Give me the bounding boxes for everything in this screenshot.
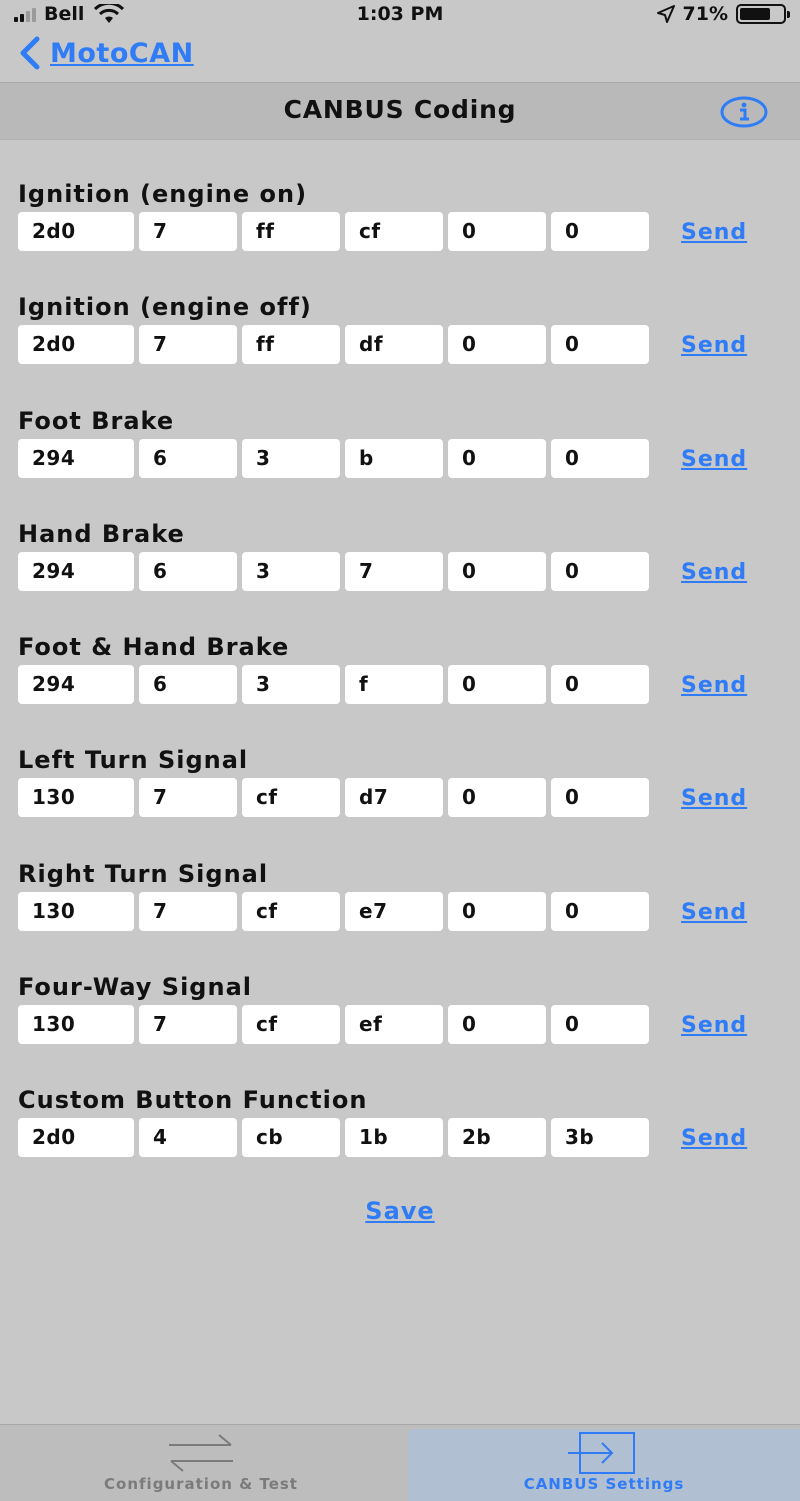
tab-configuration-test[interactable] <box>0 1429 402 1501</box>
can-id-field[interactable]: 130 <box>18 778 134 817</box>
code-row <box>0 405 800 518</box>
code-row-label: Right Turn Signal <box>18 859 269 888</box>
send-button[interactable]: Send <box>681 673 748 699</box>
code-fields <box>18 892 649 931</box>
status-bar <box>0 0 800 28</box>
send-button[interactable]: Send <box>681 446 748 472</box>
send-button[interactable]: Send <box>681 559 748 585</box>
byte-field[interactable]: cb <box>242 1118 340 1157</box>
byte-field[interactable]: 0 <box>551 439 649 478</box>
code-fields <box>18 552 649 591</box>
byte-field[interactable]: f <box>345 665 443 704</box>
status-time: 1:03 PM <box>356 3 444 25</box>
location-arrow-icon <box>657 5 675 23</box>
carrier-name: Bell <box>44 3 85 25</box>
byte-field[interactable]: e7 <box>345 892 443 931</box>
byte-field[interactable]: 4 <box>139 1118 237 1157</box>
tab-label: Configuration & Test <box>104 1475 298 1493</box>
send-button[interactable]: Send <box>681 899 748 925</box>
can-id-field[interactable]: 2d0 <box>18 325 134 364</box>
send-button[interactable]: Send <box>681 1126 748 1152</box>
title-bar <box>0 82 800 140</box>
save-button[interactable]: Save <box>365 1197 435 1225</box>
byte-field[interactable]: 0 <box>551 778 649 817</box>
code-row-label: Left Turn Signal <box>18 746 249 775</box>
code-row <box>0 631 800 744</box>
byte-field[interactable]: b <box>345 439 443 478</box>
navigation-bar <box>0 28 800 82</box>
byte-field[interactable]: 0 <box>551 212 649 251</box>
status-right <box>657 3 786 25</box>
code-fields <box>18 212 649 251</box>
back-button[interactable] <box>18 36 194 70</box>
byte-field[interactable]: 0 <box>448 1005 546 1044</box>
code-row-label: Foot & Hand Brake <box>18 633 290 662</box>
byte-field[interactable]: 3b <box>551 1118 649 1157</box>
byte-field[interactable]: 0 <box>448 212 546 251</box>
byte-field[interactable]: 2b <box>448 1118 546 1157</box>
code-fields <box>18 1118 649 1157</box>
code-row <box>0 858 800 971</box>
byte-field[interactable]: cf <box>242 1005 340 1044</box>
byte-field[interactable]: 0 <box>448 439 546 478</box>
can-id-field[interactable]: 294 <box>18 552 134 591</box>
byte-field[interactable]: 0 <box>448 892 546 931</box>
tab-bar <box>0 1424 800 1501</box>
byte-field[interactable]: 0 <box>551 665 649 704</box>
byte-field[interactable]: 0 <box>448 665 546 704</box>
byte-field[interactable]: 0 <box>551 1005 649 1044</box>
byte-field[interactable]: 0 <box>551 892 649 931</box>
battery-percent: 71% <box>682 3 728 25</box>
code-fields <box>18 665 649 704</box>
byte-field[interactable]: 3 <box>242 552 340 591</box>
byte-field[interactable]: d7 <box>345 778 443 817</box>
byte-field[interactable]: ff <box>242 212 340 251</box>
send-button[interactable]: Send <box>681 220 748 245</box>
enter-box-icon <box>566 1431 638 1475</box>
byte-field[interactable]: 0 <box>448 325 546 364</box>
back-button-label: MotoCAN <box>50 37 194 69</box>
swap-arrows-icon <box>165 1431 237 1475</box>
can-id-field[interactable]: 2d0 <box>18 1118 134 1157</box>
code-row-label: Custom Button Function <box>18 1086 368 1115</box>
page-title: CANBUS Coding <box>283 95 517 124</box>
byte-field[interactable]: df <box>345 325 443 364</box>
code-row-label: Foot Brake <box>18 406 175 435</box>
byte-field[interactable]: 0 <box>448 552 546 591</box>
code-row-label: Hand Brake <box>18 519 185 548</box>
send-button[interactable]: Send <box>681 786 748 812</box>
byte-field[interactable]: 0 <box>551 325 649 364</box>
code-fields <box>18 325 649 364</box>
can-id-field[interactable]: 130 <box>18 1005 134 1044</box>
code-row <box>0 291 800 404</box>
byte-field[interactable]: 7 <box>345 552 443 591</box>
battery-fill <box>740 8 770 20</box>
byte-field[interactable]: 6 <box>139 439 237 478</box>
byte-field[interactable]: 3 <box>242 665 340 704</box>
code-row <box>0 518 800 631</box>
code-fields <box>18 778 649 817</box>
send-button[interactable]: Send <box>681 1013 748 1039</box>
byte-field[interactable]: ef <box>345 1005 443 1044</box>
code-row <box>0 971 800 1084</box>
code-row <box>0 1084 800 1197</box>
tab-label: CANBUS Settings <box>523 1475 685 1493</box>
code-row-label: Ignition (engine on) <box>18 180 308 208</box>
can-id-field[interactable]: 294 <box>18 439 134 478</box>
send-button[interactable]: Send <box>681 333 748 359</box>
can-id-field[interactable]: 294 <box>18 665 134 704</box>
byte-field[interactable]: cf <box>345 212 443 251</box>
byte-field[interactable]: 0 <box>448 778 546 817</box>
can-id-field[interactable]: 130 <box>18 892 134 931</box>
byte-field[interactable]: 7 <box>139 778 237 817</box>
code-fields <box>18 439 649 478</box>
byte-field[interactable]: 7 <box>139 212 237 251</box>
code-fields <box>18 1005 649 1044</box>
code-row <box>0 744 800 857</box>
can-id-field[interactable]: 2d0 <box>18 212 134 251</box>
tab-canbus-settings[interactable] <box>408 1429 800 1501</box>
byte-field[interactable]: 7 <box>139 325 237 364</box>
byte-field[interactable]: 6 <box>139 665 237 704</box>
canbus-code-list <box>0 178 800 1198</box>
byte-field[interactable]: 3 <box>242 439 340 478</box>
code-row-label: Ignition (engine off) <box>18 293 312 322</box>
byte-field[interactable]: 6 <box>139 552 237 591</box>
code-row-label: Four-Way Signal <box>18 973 252 1002</box>
byte-field[interactable]: cf <box>242 778 340 817</box>
code-row <box>0 178 800 291</box>
info-icon[interactable] <box>720 96 768 128</box>
byte-field[interactable]: ff <box>242 325 340 364</box>
battery-icon <box>736 4 786 24</box>
byte-field[interactable]: cf <box>242 892 340 931</box>
byte-field[interactable]: 7 <box>139 1005 237 1044</box>
byte-field[interactable]: 1b <box>345 1118 443 1157</box>
chevron-left-icon <box>18 36 40 70</box>
byte-field[interactable]: 7 <box>139 892 237 931</box>
byte-field[interactable]: 0 <box>551 552 649 591</box>
